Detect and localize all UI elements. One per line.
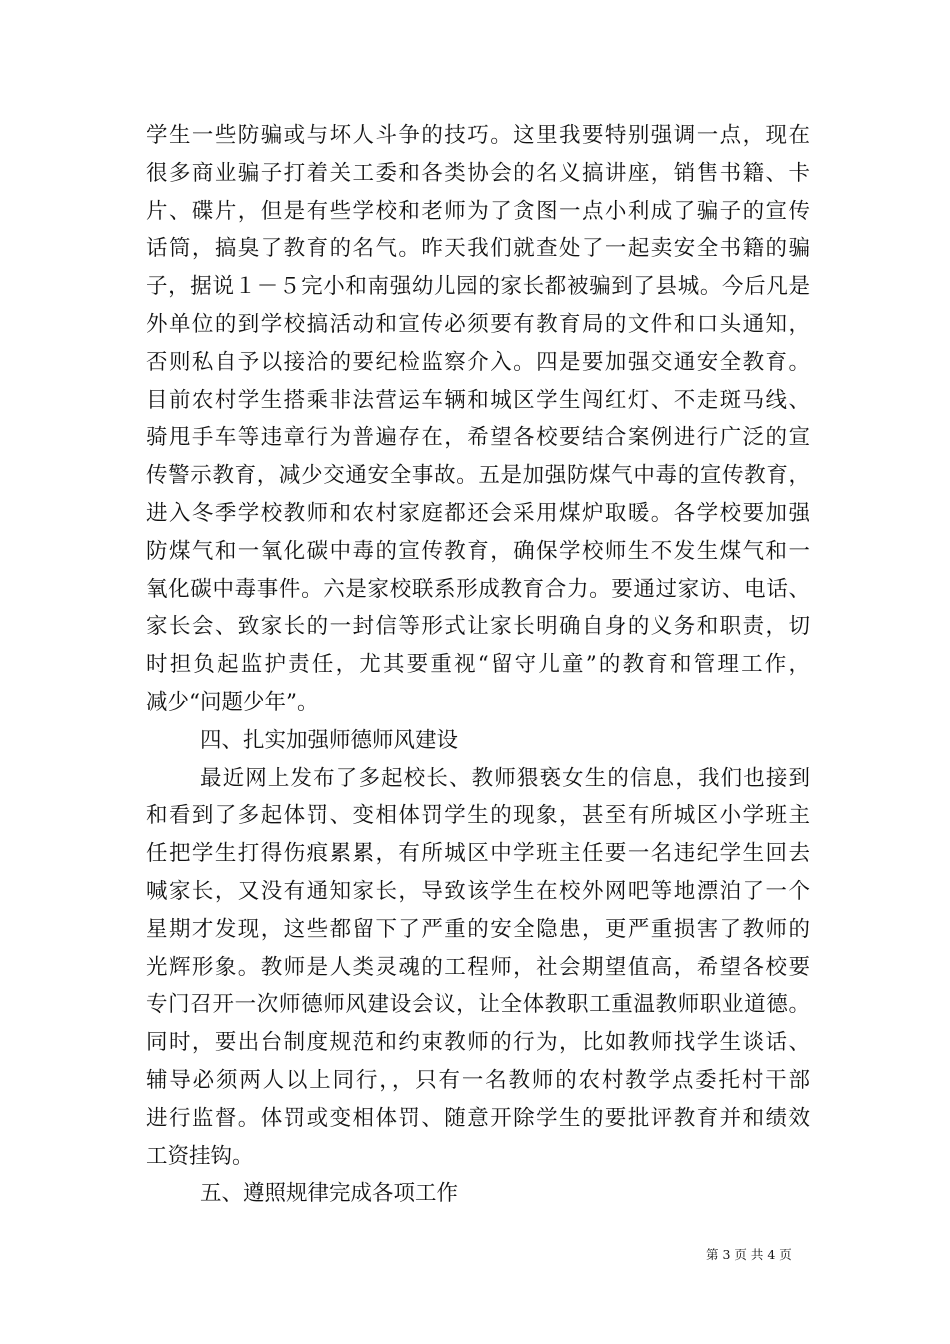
paragraph-line: 和看到了多起体罚、变相体罚学生的现象，甚至有所城区小学班主 [146,803,810,829]
paragraph-line: 时担负起监护责任，尤其要重视“留守儿童”的教育和管理工作， [146,652,810,678]
paragraph-line: 外单位的到学校搞活动和宣传必须要有教育局的文件和口头通知， [146,311,810,337]
paragraph-line: 家长会、致家长的一封信等形式让家长明确自身的义务和职责，切 [146,614,810,640]
paragraph-line: 目前农村学生搭乘非法营运车辆和城区学生闯红灯、不走斑马线、 [146,387,810,413]
section-heading: 五、遵照规律完成各项工作 [200,1181,459,1207]
paragraph-line: 最近网上发布了多起校长、教师猥亵女生的信息，我们也接到 [200,765,810,791]
paragraph-line: 否则私自予以接洽的要纪检监察介入。四是要加强交通安全教育。 [146,349,810,375]
paragraph-line: 减少“问题少年”。 [146,689,319,715]
paragraph-line: 氧化碳中毒事件。六是家校联系形成教育合力。要通过家访、电话、 [146,576,810,602]
paragraph-line: 任把学生打得伤痕累累，有所城区中学班主任要一名违纪学生回去 [146,841,810,867]
paragraph-line: 防煤气和一氧化碳中毒的宣传教育，确保学校师生不发生煤气和一 [146,538,810,564]
paragraph-line: 光辉形象。教师是人类灵魂的工程师，社会期望值高，希望各校要 [146,954,810,980]
paragraph-line: 进行监督。体罚或变相体罚、随意开除学生的要批评教育并和绩效 [146,1105,810,1131]
paragraph-line: 星期才发现，这些都留下了严重的安全隐患，更严重损害了教师的 [146,916,810,942]
page-number: 第 3 页 共 4 页 [706,1247,792,1262]
paragraph-line: 辅导必须两人以上同行，，只有一名教师的农村教学点委托村干部 [146,1067,810,1093]
section-heading: 四、扎实加强师德师风建设 [200,727,459,753]
paragraph-line: 工资挂钩。 [146,1143,254,1169]
paragraph-line: 片、碟片，但是有些学校和老师为了贪图一点小利成了骗子的宣传 [146,198,810,224]
paragraph-line: 子，据说１－５完小和南强幼儿园的家长都被骗到了县城。今后凡是 [146,274,810,300]
paragraph-line: 同时，要出台制度规范和约束教师的行为，比如教师找学生谈话、 [146,1030,810,1056]
paragraph-line: 学生一些防骗或与坏人斗争的技巧。这里我要特别强调一点，现在 [146,123,810,148]
document-body [146,117,810,1213]
paragraph-line: 喊家长，又没有通知家长，导致该学生在校外网吧等地漂泊了一个 [146,878,810,904]
paragraph-line: 话筒，搞臭了教育的名气。昨天我们就查处了一起卖安全书籍的骗 [146,236,810,262]
paragraph-line: 进入冬季学校教师和农村家庭都还会采用煤炉取暖。各学校要加强 [146,500,810,526]
paragraph-line: 骑甩手车等违章行为普遍存在，希望各校要结合案例进行广泛的宣 [146,425,810,451]
paragraph-line: 专门召开一次师德师风建设会议，让全体教职工重温教师职业道德。 [146,992,810,1018]
paragraph-line: 传警示教育，减少交通安全事故。五是加强防煤气中毒的宣传教育， [146,463,810,489]
paragraph-line: 很多商业骗子打着关工委和各类协会的名义搞讲座，销售书籍、卡 [146,160,810,186]
